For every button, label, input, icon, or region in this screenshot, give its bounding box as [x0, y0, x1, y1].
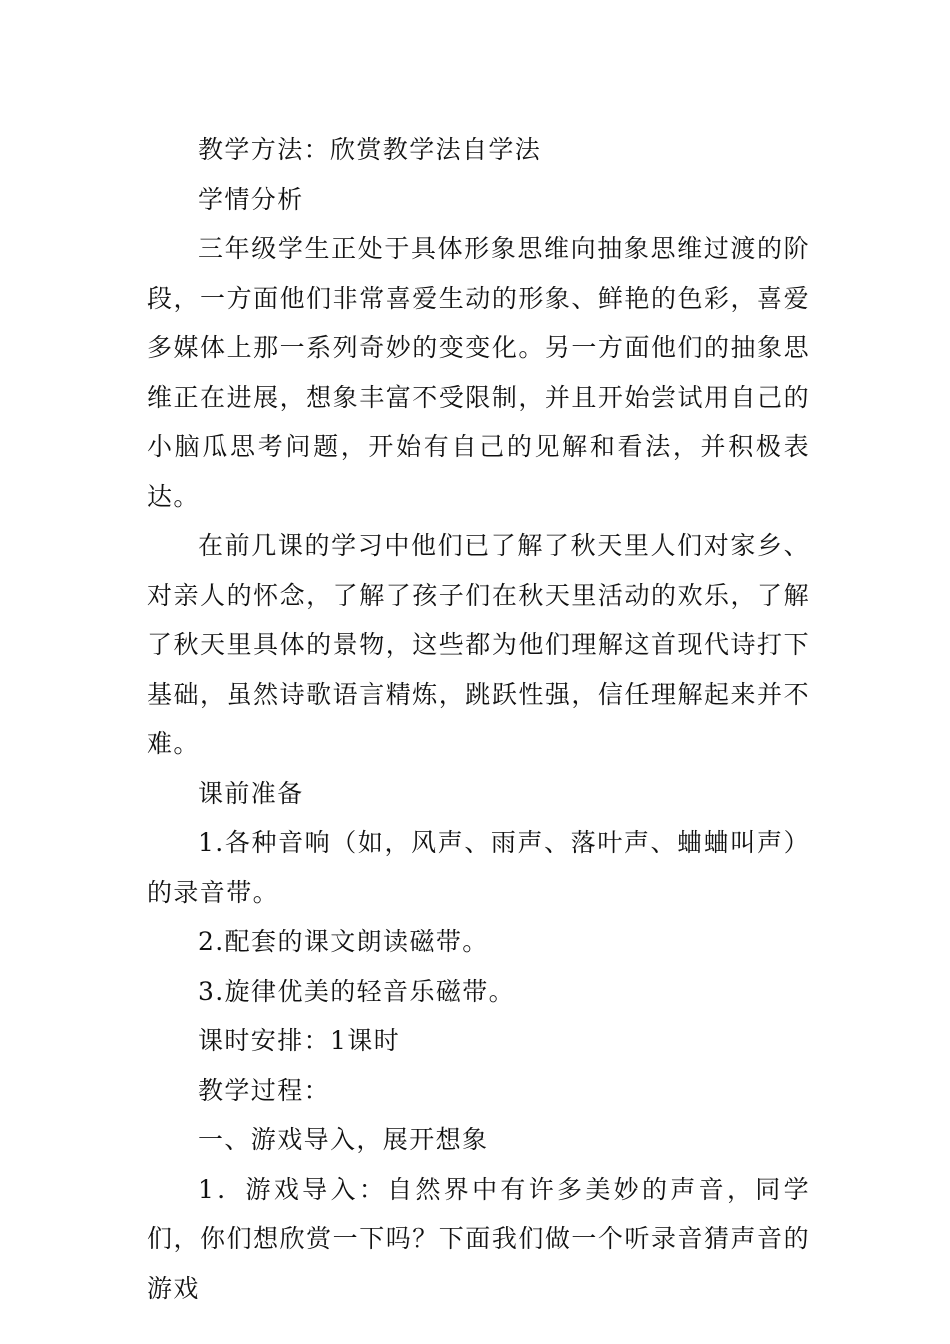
section-heading-student-analysis: 学情分析 [198, 184, 304, 214]
paragraph-student-analysis: 三年级学生正处于具体形象思维向抽象思维过渡的阶段，一方面他们非常喜爱生动的形象、鲜艳的色彩，喜爱多媒体上那一系列奇妙的变变化。另一方面他们的抽象思维正在进展，想象丰富不受限制，并且开始尝试用自己的小脑瓜思考问题，开始有自己的见解和看法，并积极表达。 [147, 234, 810, 511]
preparation-item-1: 1.各种音响（如，风声、雨声、落叶声、蛐蛐叫声）的录音带。 [147, 828, 810, 907]
teaching-method-line: 教学方法：欣赏教学法自学法 [198, 135, 542, 164]
class-schedule-line: 课时安排：1课时 [198, 1026, 401, 1055]
preparation-item-3: 3.旋律优美的轻音乐磁带。 [198, 976, 516, 1006]
process-step-heading-1: 一、游戏导入，展开想象 [198, 1125, 489, 1154]
section-heading-process: 教学过程： [198, 1075, 331, 1105]
section-heading-preparation: 课前准备 [198, 778, 304, 808]
document-body [147, 125, 810, 1313]
process-step-1-text: 1．游戏导入：自然界中有许多美妙的声音，同学们，你们想欣赏一下吗？下面我们做一个听录音猜声音的游戏 [147, 1174, 810, 1303]
paragraph-prior-learning: 在前几课的学习中他们已了解了秋天里人们对家乡、对亲人的怀念，了解了孩子们在秋天里活动的欢乐，了解了秋天里具体的景物，这些都为他们理解这首现代诗打下基础，虽然诗歌语言精炼，跳跃性强，信任理解起来并不难。 [147, 531, 810, 758]
preparation-item-2: 2.配套的课文朗读磁带。 [198, 927, 489, 956]
